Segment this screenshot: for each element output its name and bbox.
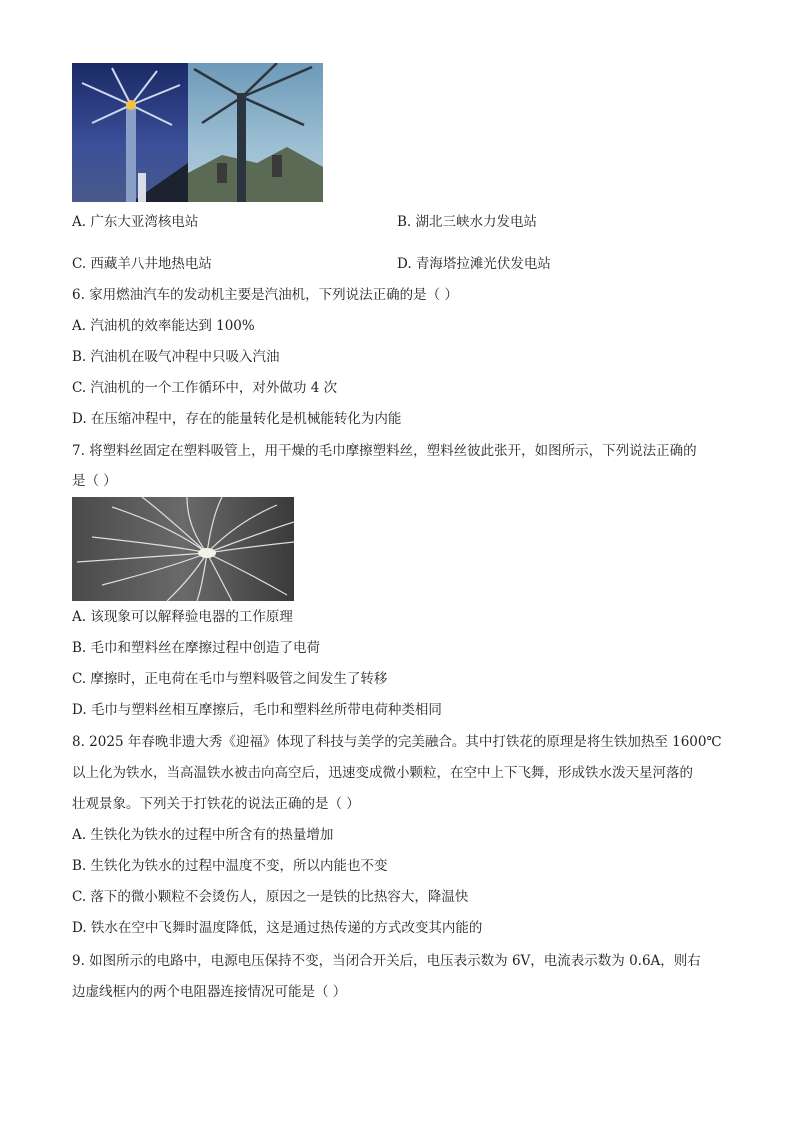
q8-stem-line1: 8. 2025 年春晚非遗大秀《迎福》体现了科技与美学的完美融合。其中打铁花的原理是将生铁加热至 1600℃	[72, 734, 722, 750]
q9-stem-line1: 9. 如图所示的电路中，电源电压保持不变，当闭合开关后，电压表示数为 6V，电流表示数为 0.6A，则右	[72, 953, 701, 969]
plastic-filament-photo	[72, 497, 294, 601]
crane-photo	[72, 63, 323, 202]
q5-option-b: B. 湖北三峡水力发电站	[397, 214, 538, 230]
q6-stem: 6. 家用燃油汽车的发动机主要是汽油机，下列说法正确的是（ ）	[72, 287, 458, 303]
q6-option-a: A. 汽油机的效率能达到 100%	[72, 318, 255, 334]
q8-option-d: D. 铁水在空中飞舞时温度降低，这是通过热传递的方式改变其内能的	[72, 920, 483, 936]
q6-option-c: C. 汽油机的一个工作循环中，对外做功 4 次	[72, 380, 338, 396]
q5-option-c: C. 西藏羊八井地热电站	[72, 256, 212, 272]
q5-option-a: A. 广东大亚湾核电站	[72, 214, 199, 230]
q8-stem-line2: 以上化为铁水，当高温铁水被击向高空后，迅速变成微小颗粒，在空中上下飞舞，形成铁水泼天星河落的	[72, 765, 693, 781]
q7-stem-line1: 7. 将塑料丝固定在塑料吸管上，用干燥的毛巾摩擦塑料丝，塑料丝彼此张开，如图所示，下列说法正确的	[72, 443, 697, 459]
q8-option-c: C. 落下的微小颗粒不会烫伤人，原因之一是铁的比热容大，降温快	[72, 889, 469, 905]
q7-stem-line2: 是（ ）	[72, 473, 117, 489]
q6-option-d: D. 在压缩冲程中，存在的能量转化是机械能转化为内能	[72, 411, 402, 427]
q6-option-b: B. 汽油机在吸气冲程中只吸入汽油	[72, 349, 280, 365]
q8-option-a: A. 生铁化为铁水的过程中所含有的热量增加	[72, 827, 334, 843]
q8-stem-line3: 壮观景象。下列关于打铁花的说法正确的是（ ）	[72, 796, 360, 812]
q7-option-b: B. 毛巾和塑料丝在摩擦过程中创造了电荷	[72, 640, 321, 656]
crane-photo-graphic	[72, 63, 323, 202]
q7-option-d: D. 毛巾与塑料丝相互摩擦后，毛巾和塑料丝所带电荷种类相同	[72, 702, 442, 718]
q8-option-b: B. 生铁化为铁水的过程中温度不变，所以内能也不变	[72, 858, 388, 874]
q9-stem-line2: 边虚线框内的两个电阻器连接情况可能是（ ）	[72, 984, 347, 1000]
filament-photo-graphic	[72, 497, 294, 601]
q7-option-c: C. 摩擦时，正电荷在毛巾与塑料吸管之间发生了转移	[72, 671, 388, 687]
q7-option-a: A. 该现象可以解释验电器的工作原理	[72, 609, 293, 625]
q5-option-d: D. 青海塔拉滩光伏发电站	[397, 256, 551, 272]
